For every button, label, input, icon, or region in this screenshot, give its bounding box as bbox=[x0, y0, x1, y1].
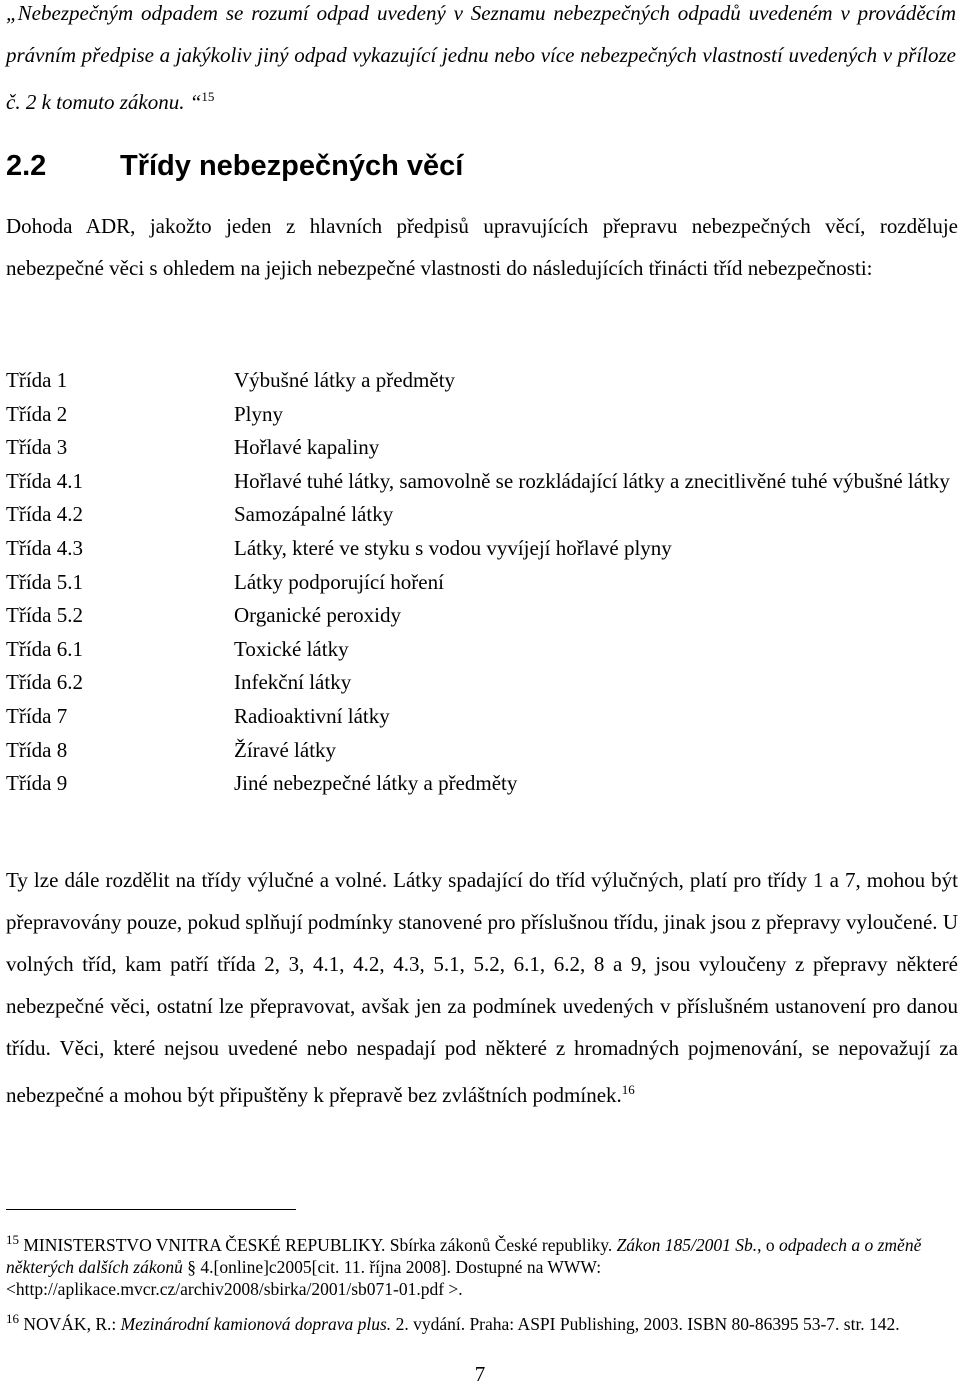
class-description: Výbušné látky a předměty bbox=[234, 368, 456, 392]
footnote-text: § 4.[online]c2005[cit. 11. října 2008]. Dostupné na WWW: <http://aplikace.mvcr.cz/archiv2008/sbirka/2001/sb071-01.pdf >. bbox=[6, 1256, 602, 1299]
footnote-15 bbox=[6, 1229, 956, 1300]
class-name: Třída 6.1 bbox=[6, 636, 83, 661]
class-name: Třída 4.1 bbox=[6, 468, 83, 493]
footnote-separator bbox=[6, 1209, 296, 1210]
class-row bbox=[6, 498, 958, 532]
class-description: Jiné nebezpečné látky a předměty bbox=[234, 771, 518, 796]
class-description: Toxické látky bbox=[234, 636, 349, 661]
footnote-number: 16 bbox=[6, 1310, 19, 1326]
class-row bbox=[6, 734, 958, 768]
footnote-number: 15 bbox=[6, 1232, 19, 1247]
class-description: Žíravé látky bbox=[234, 737, 337, 762]
class-name: Třída 6.2 bbox=[6, 670, 83, 695]
class-name: Třída 5.1 bbox=[6, 569, 83, 594]
section-title: Třídy nebezpečných věcí bbox=[120, 150, 464, 182]
intro-paragraph: Dohoda ADR, jakožto jeden z hlavních předpisů upravujících přepravu nebezpečných věcí, rozděluje nebezpečné věci s ohledem na jejich nebezpečné vlastnosti do následujících třinácti tříd nebezpečnosti: bbox=[6, 214, 958, 280]
closing-text: Ty lze dále rozdělit na třídy výlučné a volné. Látky spadající do tříd výlučných, platí pro třídy 1 a 7, mohou být přepravovány pouze, pokud splňují podmínky stanovené pro příslušnou třídu, jinak jsou z přepravy vyloučené. U volných tříd, kam patří třída 2, 3, 4.1, 4.2, 4.3, 5.1, 5.2, 6.1, 6.2, 8 a 9, jsou vyloučeny z přepravy některé nebezpečné věci, ostatní lze přepravovat, avšak jen za podmínek uvedených v příslušném ustanovení pro danou třídu. Věci, které nejsou uvedené nebo nespadají pod některé z hromadných pojmenování, se nepovažují za nebezpečné a mohou být připuštěny k přepravě bez zvláštních podmínek. bbox=[6, 868, 958, 1107]
class-description: Látky podporující hoření bbox=[234, 569, 444, 594]
class-name: Třída 3 bbox=[6, 435, 68, 460]
quoted-definition bbox=[6, 0, 956, 123]
footnote-italic-text: Mezinárodní kamionová doprava plus. bbox=[120, 1313, 392, 1334]
class-description: Hořlavé kapaliny bbox=[234, 435, 380, 460]
footnote-italic-text: Zákon 185/2001 Sb. bbox=[616, 1234, 758, 1255]
class-name: Třída 4.2 bbox=[6, 502, 83, 527]
footnote-italic-text: odpadech a o změně některých dalších zákonů bbox=[6, 1234, 922, 1277]
class-description: Infekční látky bbox=[234, 670, 352, 695]
class-description: Plyny bbox=[234, 401, 284, 426]
page-number: 7 bbox=[474, 1362, 486, 1386]
class-row bbox=[6, 633, 958, 667]
class-description: Radioaktivní látky bbox=[234, 703, 390, 728]
footnote-text: 2. vydání. Praha: ASPI Publishing, 2003. ISBN 80-86395 53-7. str. 142. bbox=[391, 1313, 900, 1334]
closing-paragraph bbox=[6, 859, 958, 1116]
footnote-ref-16[interactable]: 16 bbox=[621, 1082, 635, 1097]
section-number: 2.2 bbox=[6, 150, 47, 182]
class-description: Samozápalné látky bbox=[234, 502, 394, 527]
class-row bbox=[6, 767, 958, 801]
class-row bbox=[6, 431, 958, 465]
class-row bbox=[6, 398, 958, 432]
class-name: Třída 5.2 bbox=[6, 603, 83, 628]
footnote-text: , o bbox=[757, 1234, 779, 1255]
class-row bbox=[6, 599, 958, 633]
class-description: Organické peroxidy bbox=[234, 603, 401, 628]
hazard-class-list bbox=[6, 364, 958, 801]
footnote-text: MINISTERSTVO VNITRA ČESKÉ REPUBLIKY. Sbírka zákonů České republiky. bbox=[23, 1234, 617, 1255]
class-name: Třída 2 bbox=[6, 401, 68, 426]
class-description: Hořlavé tuhé látky, samovolně se rozkládající látky a znecitlivěné tuhé výbušné látky bbox=[234, 468, 950, 493]
class-name: Třída 8 bbox=[6, 737, 68, 762]
class-row bbox=[6, 700, 958, 734]
class-row bbox=[6, 465, 958, 499]
class-name: Třída 7 bbox=[6, 703, 68, 728]
footnote-16 bbox=[6, 1308, 956, 1335]
footnotes bbox=[6, 1229, 956, 1343]
quote-text: „Nebezpečným odpadem se rozumí odpad uvedený v Seznamu nebezpečných odpadů uvedeném v prováděcím právním předpise a jakýkoliv jiný odpad vykazující jednu nebo více nebezpečných vlastností uvedených v příloze č. 2 k tomuto zákonu. “ bbox=[6, 1, 956, 114]
class-row bbox=[6, 532, 958, 566]
footnote-ref-15[interactable]: 15 bbox=[201, 89, 215, 104]
class-name: Třída 9 bbox=[6, 771, 68, 796]
class-name: Třída 1 bbox=[6, 368, 68, 392]
footnote-text: NOVÁK, R.: bbox=[23, 1313, 121, 1334]
section-heading bbox=[6, 142, 463, 190]
class-row bbox=[6, 364, 958, 398]
class-description: Látky, které ve styku s vodou vyvíjejí hořlavé plyny bbox=[234, 535, 672, 560]
class-row bbox=[6, 666, 958, 700]
class-row bbox=[6, 566, 958, 600]
class-name: Třída 4.3 bbox=[6, 535, 83, 560]
